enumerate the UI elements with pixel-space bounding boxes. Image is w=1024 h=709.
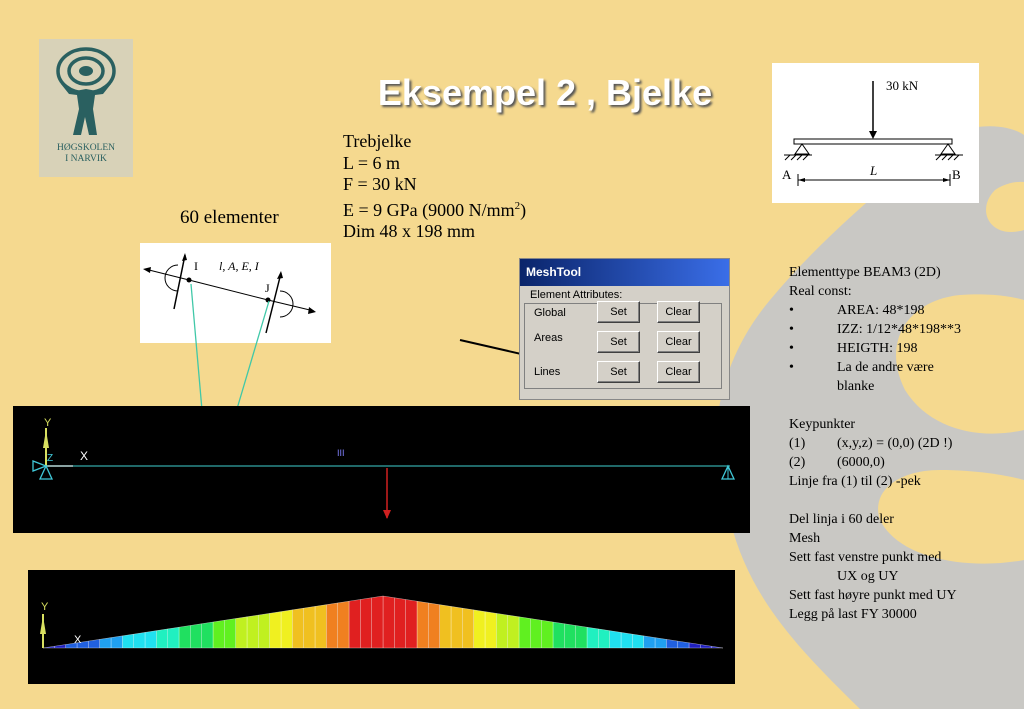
bullet-izz-text: IZZ: 1/12*48*198**3 — [837, 322, 962, 337]
bullet-icon: • — [789, 341, 794, 356]
contour-segment — [338, 601, 349, 648]
real-const-label: Real const: — [789, 284, 852, 299]
contour-segment — [451, 606, 462, 648]
contour-segment — [564, 624, 575, 648]
areas-set-button[interactable]: Set — [597, 331, 640, 353]
keypoints-title: Keypunkter — [789, 417, 856, 432]
load-label: 30 kN — [886, 78, 919, 93]
contour-segment — [247, 615, 258, 648]
step-fix-left-dof: UX og UY — [837, 569, 899, 584]
contour-segment — [666, 639, 677, 648]
line-from: Linje fra (1) til (2) -pek — [789, 474, 921, 489]
global-clear-button[interactable]: Clear — [657, 301, 700, 323]
param-modulus-text: E = 9 GPa (9000 N/mm — [343, 199, 515, 220]
contour-segment — [304, 606, 315, 648]
keypoint-1-val: (x,y,z) = (0,0) (2D !) — [837, 436, 953, 451]
meshtool-lines-label: Lines — [534, 366, 561, 378]
param-length: L = 6 m — [343, 152, 400, 173]
contour-segment — [372, 596, 383, 648]
contour-segment — [700, 645, 711, 648]
ansys-moment-plot — [28, 570, 735, 684]
contour-segment — [134, 632, 145, 648]
spacer — [789, 396, 1019, 415]
support-a-label: A — [782, 167, 792, 182]
keypoint-2-val: (6000,0) — [837, 455, 885, 470]
node-i-label: I — [194, 259, 198, 273]
support-b-label: B — [952, 167, 961, 182]
contour-segment — [553, 622, 564, 648]
ansys-model-view — [13, 406, 750, 533]
contour-segment — [54, 645, 65, 648]
contour-segment — [315, 605, 326, 648]
contour-segment — [496, 613, 507, 648]
contour-segment — [485, 612, 496, 648]
contour-segment — [88, 639, 99, 648]
bullet-area-text: AREA: 48*198 — [837, 303, 925, 318]
contour-segment — [202, 622, 213, 648]
meshtool-areas-label: Areas — [534, 332, 563, 344]
contour-segment — [474, 610, 485, 648]
contour-segment — [145, 631, 156, 648]
contour-segment — [156, 629, 167, 648]
global-set-button[interactable]: Set — [597, 301, 640, 323]
axis-x-label: X — [74, 634, 82, 646]
step-load: Legg på last FY 30000 — [789, 607, 917, 622]
contour-segment — [360, 598, 371, 648]
step-mesh: Mesh — [789, 531, 821, 546]
param-modulus-close: ) — [520, 199, 527, 220]
spacer — [789, 491, 1019, 510]
contour-segment — [428, 603, 439, 648]
bullet-height — [789, 339, 1019, 358]
logo-line1: HØGSKOLEN — [56, 143, 116, 153]
load-label: III — [337, 448, 345, 458]
contour-segment — [678, 641, 689, 648]
contour-segment — [621, 632, 632, 648]
bullet-izz — [789, 320, 1019, 339]
keypoint-2 — [789, 453, 1019, 472]
contour-segment — [508, 615, 519, 648]
contour-segment — [281, 610, 292, 648]
bullet-icon: • — [789, 322, 794, 337]
contour-segment — [655, 638, 666, 648]
contour-segment — [326, 603, 337, 648]
step-fix-right: Sett fast høyre punkt med UY — [789, 588, 957, 603]
param-modulus-sup: 2 — [514, 199, 521, 212]
contour-segment — [258, 613, 269, 648]
contour-segment — [519, 617, 530, 648]
contour-segment — [270, 612, 281, 648]
contour-segment — [587, 627, 598, 648]
contour-segment — [632, 634, 643, 648]
contour-segment — [394, 598, 405, 648]
contour-segment — [190, 624, 201, 648]
contour-segment — [100, 638, 111, 648]
areas-clear-button[interactable]: Clear — [657, 331, 700, 353]
param-material: Trebjelke — [343, 131, 412, 151]
bullet-icon: • — [789, 360, 794, 375]
instructions-text — [789, 263, 1019, 624]
element-props-label: l, A, E, I — [219, 259, 259, 273]
elements-label: 60 elementer — [180, 207, 279, 228]
meshtool-title: MeshTool — [520, 259, 729, 286]
element-type: Elementtype BEAM3 (2D) — [789, 265, 941, 280]
param-dimensions: Dim 48 x 198 mm — [343, 221, 476, 241]
bullet-others-text: La de andre være — [837, 360, 934, 375]
contour-segment — [111, 636, 122, 648]
slide-title: Eksempel 2 , Bjelke — [377, 72, 713, 113]
contour-segment — [236, 617, 247, 648]
keypoint-1-num: (1) — [789, 436, 806, 451]
contour-segment — [598, 629, 609, 648]
meshtool-dialog — [519, 258, 730, 400]
contour-segment — [406, 599, 417, 648]
contour-segment — [213, 620, 224, 648]
contour-segment — [168, 627, 179, 648]
meshtool-group-label: Element Attributes: — [530, 289, 623, 301]
contour-segment — [417, 601, 428, 648]
bullet-others — [789, 358, 1019, 377]
logo-line2: I NARVIK — [65, 154, 107, 164]
contour-segment — [576, 625, 587, 648]
length-label: L — [870, 163, 878, 178]
contour-segment — [43, 646, 54, 648]
contour-segment — [712, 646, 723, 648]
ansys-model-svg — [13, 406, 750, 533]
keypoint-1 — [789, 434, 1019, 453]
lines-clear-button[interactable]: Clear — [657, 361, 700, 383]
axis-z-label: Z — [47, 453, 54, 464]
contour-segment — [644, 636, 655, 648]
contour-segment — [224, 619, 235, 648]
contour-segment — [610, 631, 621, 648]
contour-segment — [122, 634, 133, 648]
contour-segment — [689, 643, 700, 648]
meshtool-global-label: Global — [534, 307, 566, 319]
bullet-others-cont: blanke — [837, 379, 875, 394]
lines-set-button[interactable]: Set — [597, 361, 640, 383]
contour-segment — [349, 599, 360, 648]
bullet-icon: • — [789, 303, 794, 318]
bullet-height-text: HEIGTH: 198 — [837, 341, 918, 356]
contour-segment — [383, 596, 394, 648]
contour-segment — [292, 608, 303, 648]
axis-x-label: X — [80, 449, 89, 463]
step-fix-left: Sett fast venstre punkt med — [789, 550, 942, 565]
bullet-area — [789, 301, 1019, 320]
axis-y-label: Y — [44, 417, 52, 429]
node-j-label: J — [265, 281, 270, 295]
axis-y-label: Y — [41, 601, 49, 613]
step-divide: Del linja i 60 deler — [789, 512, 894, 527]
contour-segment — [179, 625, 190, 648]
contour-segment — [530, 619, 541, 648]
moment-contour-svg — [28, 570, 735, 684]
keypoint-2-num: (2) — [789, 455, 806, 470]
contour-segment — [462, 608, 473, 648]
contour-segment — [542, 620, 553, 648]
param-force: F = 30 kN — [343, 174, 417, 194]
contour-segment — [440, 605, 451, 648]
